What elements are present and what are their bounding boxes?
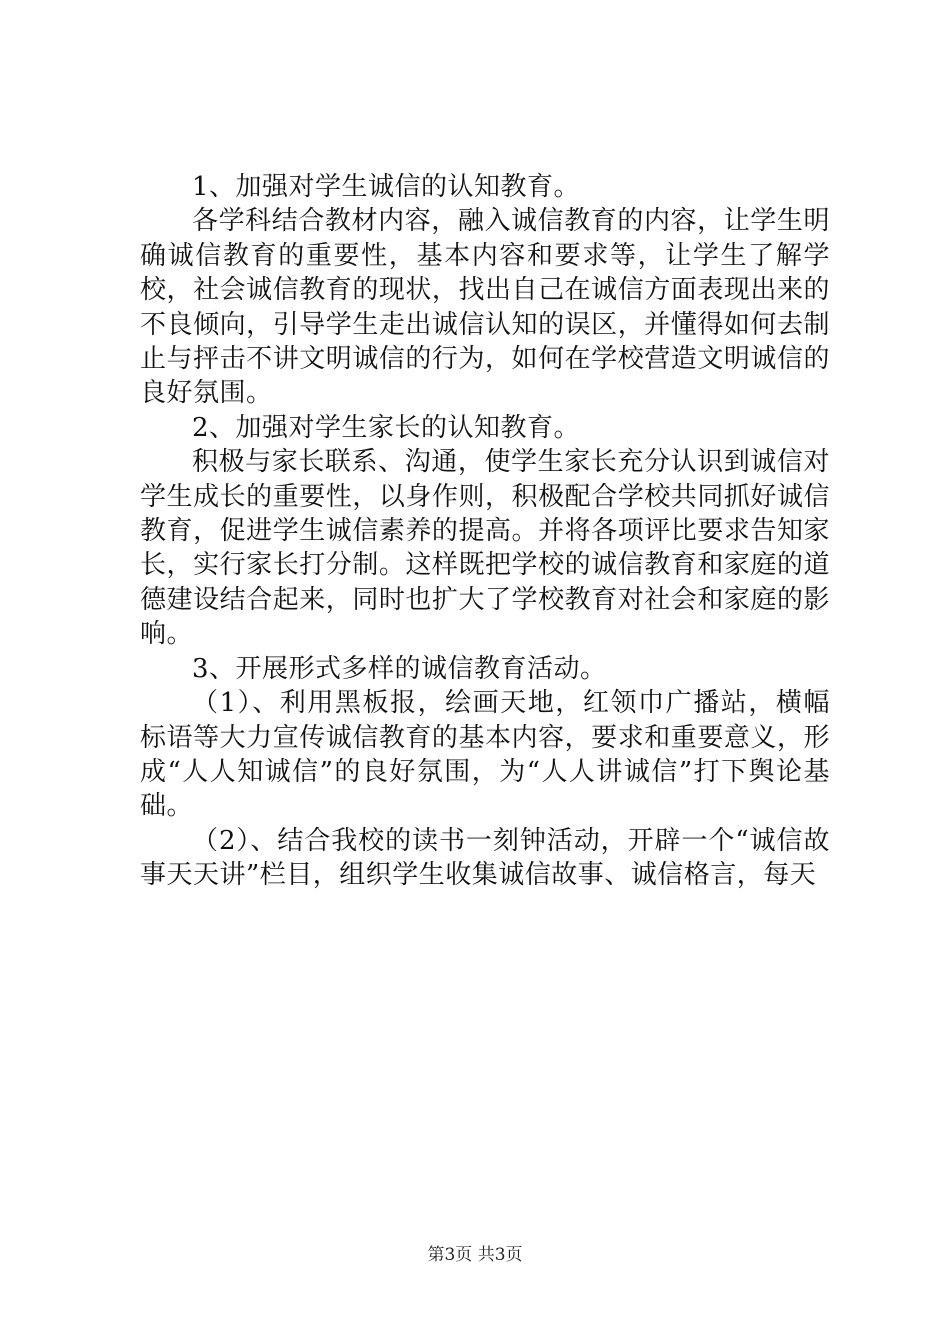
document-body [140,170,830,893]
heading-3: 3、开展形式多样的诚信教育活动。 [192,653,607,684]
heading-2: 2、加强对学生家长的认知教育。 [192,412,581,443]
paragraph-2: 积极与家长联系、沟通，使学生家长充分认识到诚信对学生成长的重要性，以身作则，积极配合学校共同抓好诚信教育，促进学生诚信素养的提高。并将各项评比要求告知家长，实行家长打分制。这样既把学校的诚信教育和家庭的道德建设结合起来，同时也扩大了学校教育对社会和家庭的影响。 [140,447,830,650]
paragraph-3-item-2: （2）、结合我校的读书一刻钟活动，开辟一个“诚信故事天天讲”栏目，组织学生收集诚信故事、诚信格言，每天 [140,825,830,891]
page-number: 第3页 共3页 [427,1245,523,1265]
paragraph-3-item-1: （1）、利用黑板报，绘画天地，红领巾广播站，横幅标语等大力宣传诚信教育的基本内容，要求和重要意义，形成“人人知诚信”的良好氛围，为“人人讲诚信”打下舆论基础。 [140,688,830,822]
paragraph-1: 各学科结合教材内容，融入诚信教育的内容，让学生明确诚信教育的重要性，基本内容和要求等，让学生了解学校，社会诚信教育的现状，找出自己在诚信方面表现出来的不良倾向，引导学生走出诚信认知的误区，并懂得如何去制止与抨击不讲文明诚信的行为，如何在学校营造文明诚信的良好氛围。 [140,206,830,409]
heading-1: 1、加强对学生诚信的认知教育。 [192,172,581,202]
